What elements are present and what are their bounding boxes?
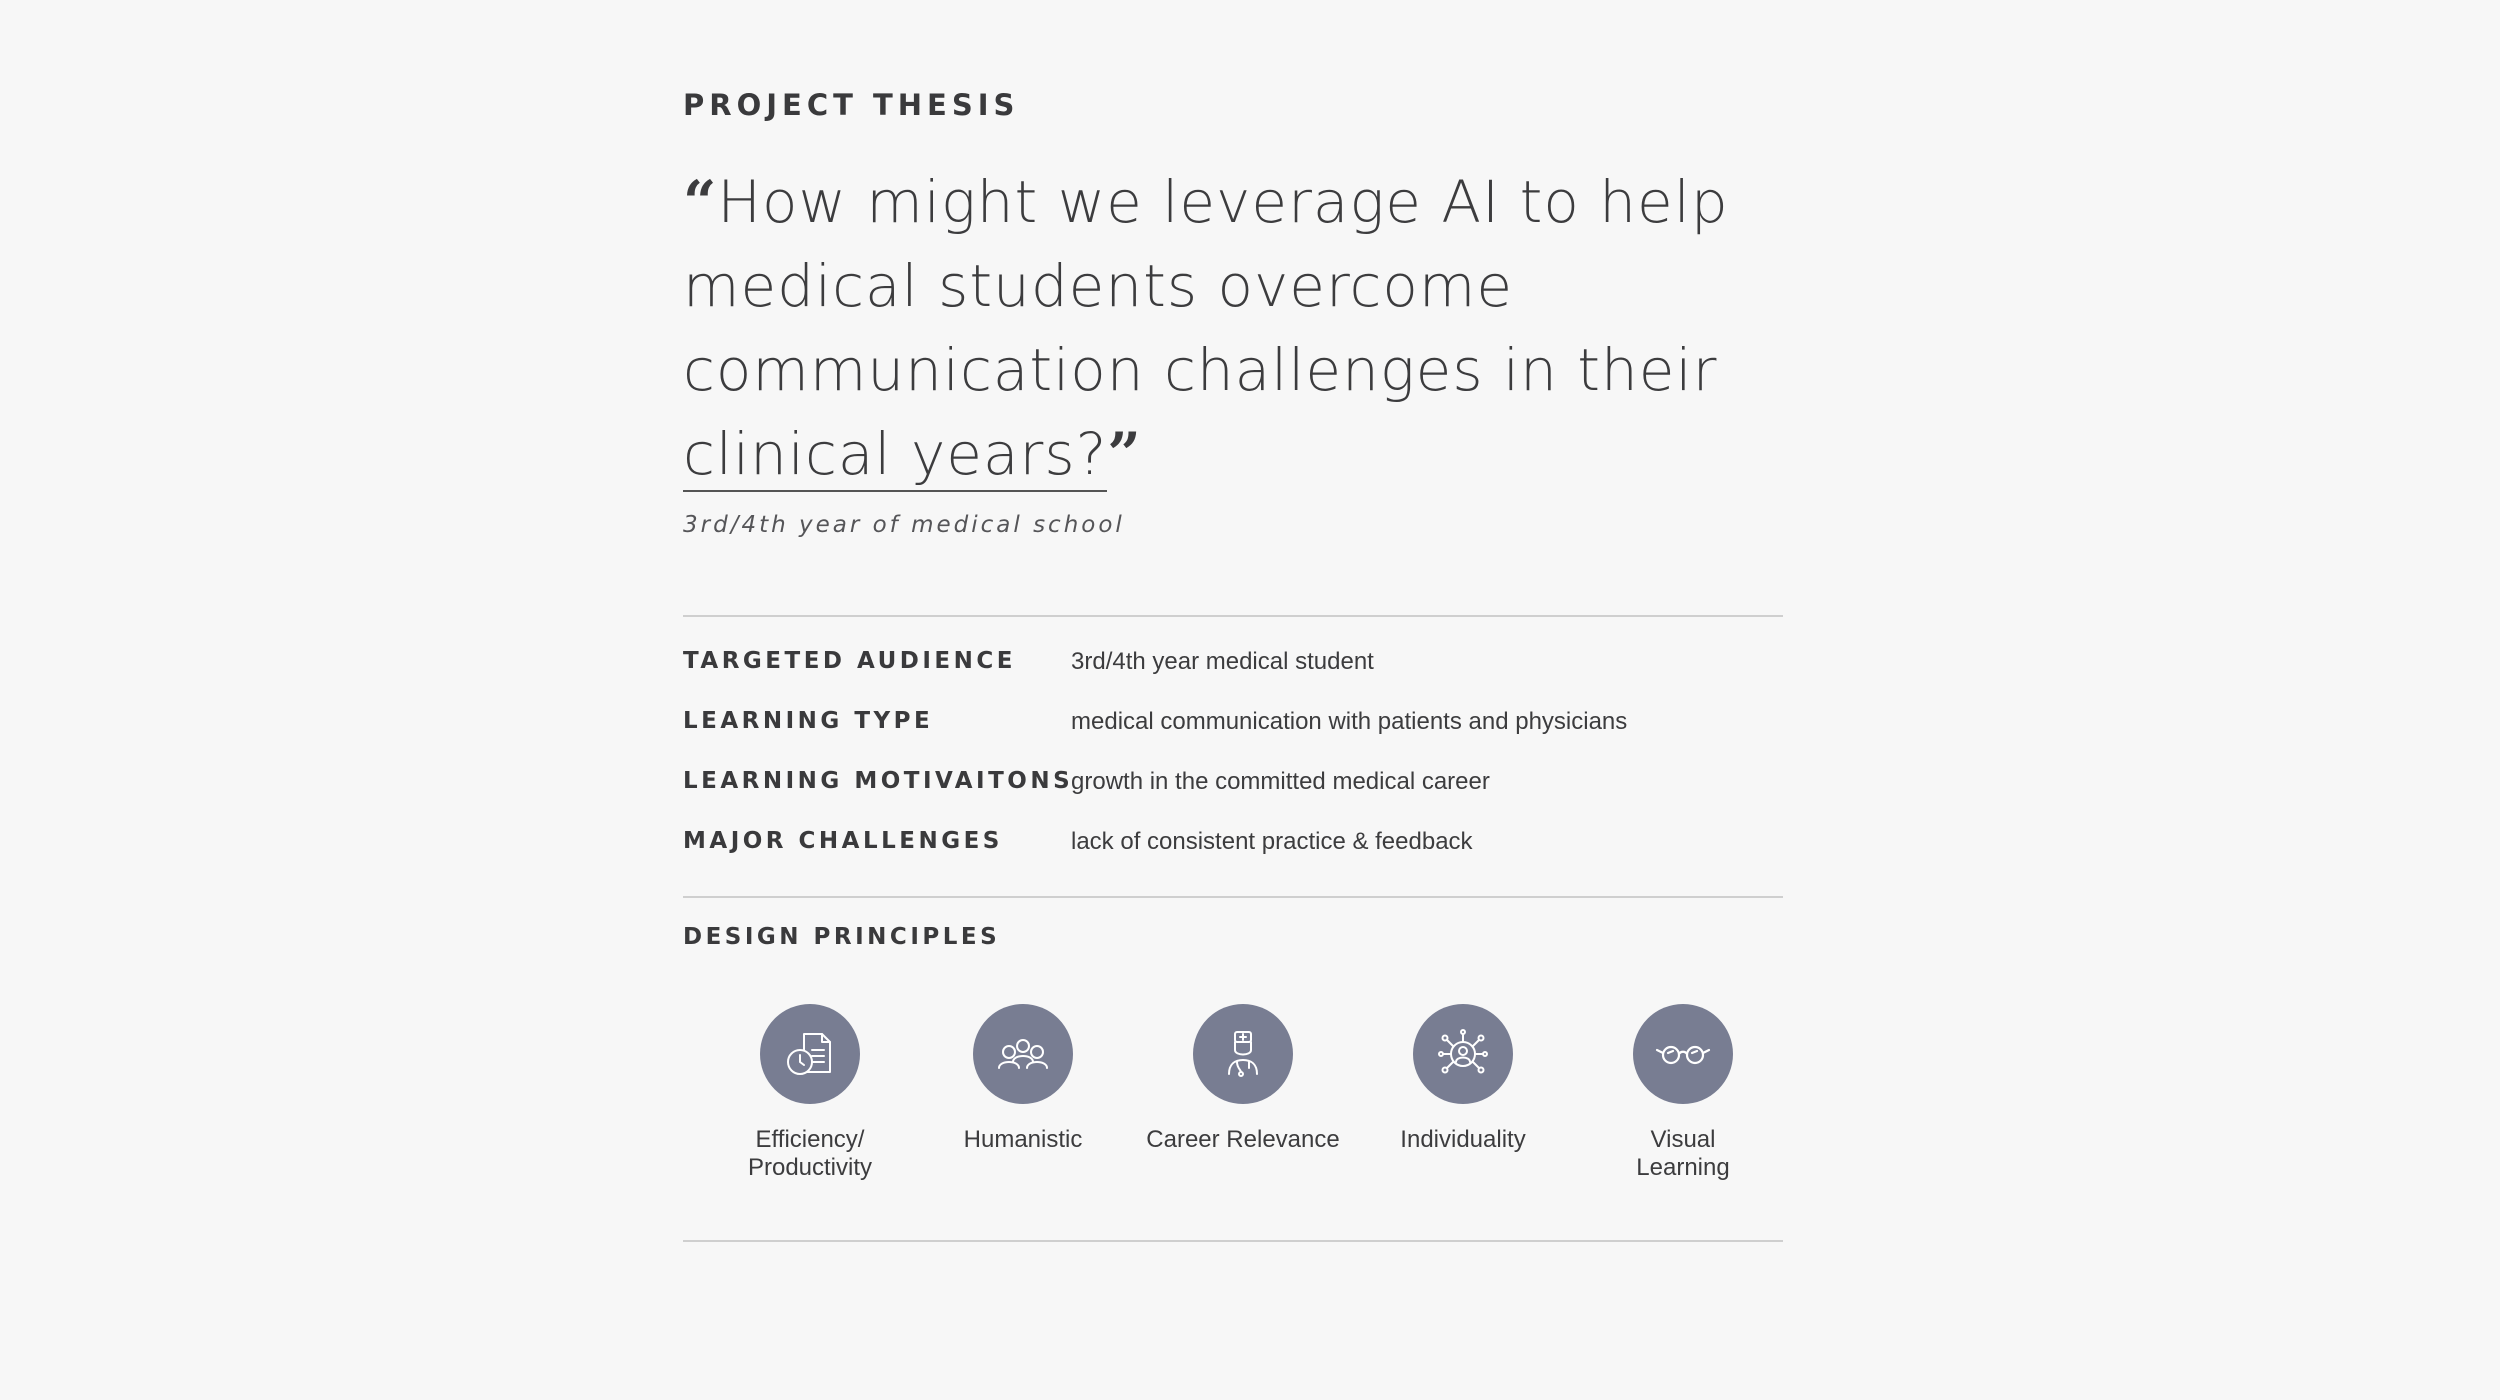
design-principles-list <box>683 1004 1783 1204</box>
fact-value: medical communication with patients and physicians <box>1071 708 1628 735</box>
principle-individuality <box>1353 1004 1573 1154</box>
principle-label <box>1133 1126 1353 1154</box>
fact-key: TARGETED AUDIENCE <box>683 648 1016 674</box>
fact-row-challenges <box>683 828 1783 888</box>
fact-row-learning-type <box>683 708 1783 768</box>
open-quote-mark: “ <box>683 168 718 236</box>
principle-label-line: Productivity <box>747 1154 873 1181</box>
doctor-icon <box>1193 1004 1293 1104</box>
person-network-icon <box>1413 1004 1513 1104</box>
divider <box>683 615 1783 617</box>
thesis-quote <box>683 160 1783 496</box>
principle-label-line: Career Relevance <box>1146 1126 1340 1153</box>
principle-label <box>913 1126 1133 1154</box>
principle-label-line: Humanistic <box>963 1126 1083 1153</box>
fact-row-audience <box>683 648 1783 708</box>
principle-career-relevance <box>1133 1004 1353 1154</box>
principle-humanistic <box>913 1004 1133 1154</box>
divider <box>683 1240 1783 1242</box>
principle-label <box>1353 1126 1573 1154</box>
fact-key: LEARNING TYPE <box>683 708 934 734</box>
principle-label-line: Learning <box>1636 1154 1730 1181</box>
thesis-text: How might we leverage AI to help medical students overcome communication challenges in their <box>683 168 1729 404</box>
glasses-icon <box>1633 1004 1733 1104</box>
fact-key: MAJOR CHALLENGES <box>683 828 1003 854</box>
design-principles-title: DESIGN PRINCIPLES <box>683 924 1001 950</box>
people-group-icon <box>973 1004 1073 1104</box>
principle-label <box>1573 1126 1793 1182</box>
fact-value: growth in the committed medical career <box>1071 768 1490 795</box>
principle-efficiency <box>700 1004 920 1182</box>
fact-value: lack of consistent practice & feedback <box>1071 828 1473 855</box>
close-quote-mark: ” <box>1107 420 1142 488</box>
section-eyebrow: PROJECT THESIS <box>683 88 1020 122</box>
facts-list <box>683 648 1783 888</box>
principle-visual-learning <box>1573 1004 1793 1182</box>
principle-label-line: Visual <box>1650 1126 1716 1153</box>
clock-document-icon <box>760 1004 860 1104</box>
fact-key: LEARNING MOTIVAITONS <box>683 768 1074 794</box>
thesis-text-underlined: clinical years? <box>683 420 1107 492</box>
principle-label <box>700 1126 920 1182</box>
principle-label-line: Efficiency/ <box>755 1126 865 1153</box>
principle-label-line: Individuality <box>1400 1126 1526 1153</box>
fact-value: 3rd/4th year medical student <box>1071 648 1374 675</box>
fact-row-motivations <box>683 768 1783 828</box>
divider <box>683 896 1783 898</box>
thesis-subtitle: 3rd/4th year of medical school <box>683 512 1125 538</box>
